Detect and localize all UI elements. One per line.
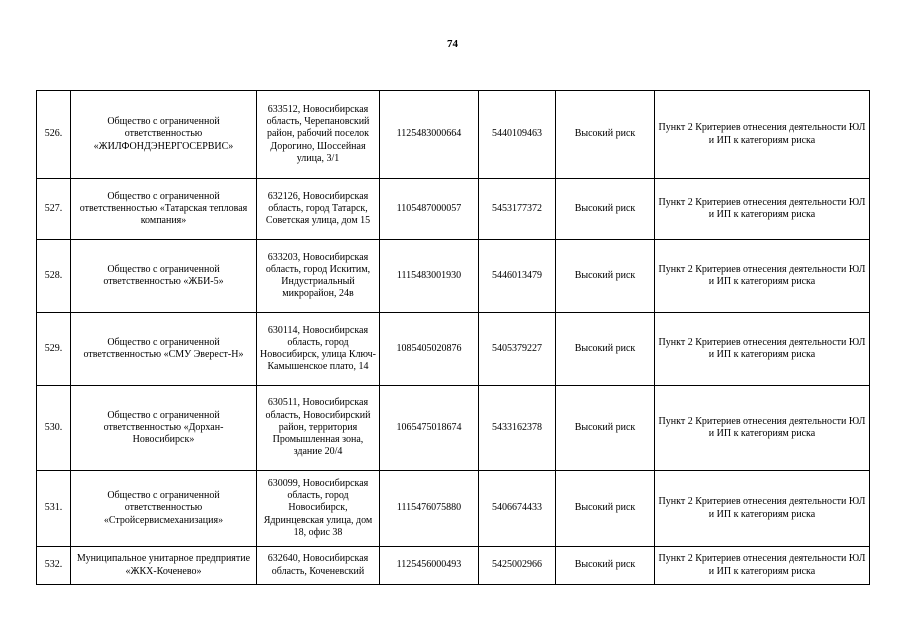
row-number: 526. bbox=[37, 91, 71, 179]
inn-cell: 5453177372 bbox=[479, 179, 556, 240]
criteria-cell: Пункт 2 Критериев отнесения деятельности ЮЛ и ИП к категориям риска bbox=[655, 386, 870, 471]
table-row bbox=[37, 240, 870, 313]
inn-cell: 5406674433 bbox=[479, 471, 556, 547]
registry-table bbox=[36, 90, 870, 585]
ogrn-cell: 1125456000493 bbox=[380, 547, 479, 585]
organization-name: Общество с ограниченной ответственностью «Дорхан-Новосибирск» bbox=[71, 386, 257, 471]
risk-category: Высокий риск bbox=[556, 313, 655, 386]
criteria-cell: Пункт 2 Критериев отнесения деятельности ЮЛ и ИП к категориям риска bbox=[655, 471, 870, 547]
ogrn-cell: 1115483001930 bbox=[380, 240, 479, 313]
risk-category: Высокий риск bbox=[556, 547, 655, 585]
organization-address: 633512, Новосибирская область, Черепановский район, рабочий поселок Дорогино, Шоссейная улица, 3/1 bbox=[257, 91, 380, 179]
organization-name: Общество с ограниченной ответственностью «Татарская тепловая компания» bbox=[71, 179, 257, 240]
organization-name: Муниципальное унитарное предприятие «ЖКХ-Коченево» bbox=[71, 547, 257, 585]
organization-address: 632126, Новосибирская область, город Татарск, Советская улица, дом 15 bbox=[257, 179, 380, 240]
inn-cell: 5440109463 bbox=[479, 91, 556, 179]
criteria-cell: Пункт 2 Критериев отнесения деятельности ЮЛ и ИП к категориям риска bbox=[655, 547, 870, 585]
ogrn-cell: 1115476075880 bbox=[380, 471, 479, 547]
row-number: 529. bbox=[37, 313, 71, 386]
organization-name: Общество с ограниченной ответственностью «СМУ Эверест-Н» bbox=[71, 313, 257, 386]
risk-category: Высокий риск bbox=[556, 240, 655, 313]
ogrn-cell: 1065475018674 bbox=[380, 386, 479, 471]
criteria-cell: Пункт 2 Критериев отнесения деятельности ЮЛ и ИП к категориям риска bbox=[655, 91, 870, 179]
row-number: 532. bbox=[37, 547, 71, 585]
risk-category: Высокий риск bbox=[556, 179, 655, 240]
risk-category: Высокий риск bbox=[556, 471, 655, 547]
table-row bbox=[37, 547, 870, 585]
organization-name: Общество с ограниченной ответственностью «Стройсервисмеханизация» bbox=[71, 471, 257, 547]
inn-cell: 5433162378 bbox=[479, 386, 556, 471]
table-row bbox=[37, 471, 870, 547]
inn-cell: 5405379227 bbox=[479, 313, 556, 386]
table-row bbox=[37, 91, 870, 179]
criteria-cell: Пункт 2 Критериев отнесения деятельности ЮЛ и ИП к категориям риска bbox=[655, 179, 870, 240]
organization-address: 630099, Новосибирская область, город Новосибирск, Ядринцевская улица, дом 18, офис 38 bbox=[257, 471, 380, 547]
ogrn-cell: 1105487000057 bbox=[380, 179, 479, 240]
inn-cell: 5425002966 bbox=[479, 547, 556, 585]
row-number: 531. bbox=[37, 471, 71, 547]
table-row bbox=[37, 386, 870, 471]
ogrn-cell: 1085405020876 bbox=[380, 313, 479, 386]
criteria-cell: Пункт 2 Критериев отнесения деятельности ЮЛ и ИП к категориям риска bbox=[655, 313, 870, 386]
organization-address: 632640, Новосибирская область, Коченевский bbox=[257, 547, 380, 585]
page-number: 74 bbox=[447, 38, 458, 50]
organization-address: 630114, Новосибирская область, город Новосибирск, улица Ключ-Камышенское плато, 14 bbox=[257, 313, 380, 386]
ogrn-cell: 1125483000664 bbox=[380, 91, 479, 179]
risk-category: Высокий риск bbox=[556, 91, 655, 179]
risk-category: Высокий риск bbox=[556, 386, 655, 471]
row-number: 528. bbox=[37, 240, 71, 313]
table-row bbox=[37, 179, 870, 240]
row-number: 530. bbox=[37, 386, 71, 471]
inn-cell: 5446013479 bbox=[479, 240, 556, 313]
organization-name: Общество с ограниченной ответственностью «ЖИЛФОНДЭНЕРГОСЕРВИС» bbox=[71, 91, 257, 179]
criteria-cell: Пункт 2 Критериев отнесения деятельности ЮЛ и ИП к категориям риска bbox=[655, 240, 870, 313]
row-number: 527. bbox=[37, 179, 71, 240]
table-row bbox=[37, 313, 870, 386]
organization-name: Общество с ограниченной ответственностью «ЖБИ-5» bbox=[71, 240, 257, 313]
organization-address: 630511, Новосибирская область, Новосибирский район, территория Промышленная зона, здание 20/4 bbox=[257, 386, 380, 471]
organization-address: 633203, Новосибирская область, город Искитим, Индустриальный микрорайон, 24в bbox=[257, 240, 380, 313]
